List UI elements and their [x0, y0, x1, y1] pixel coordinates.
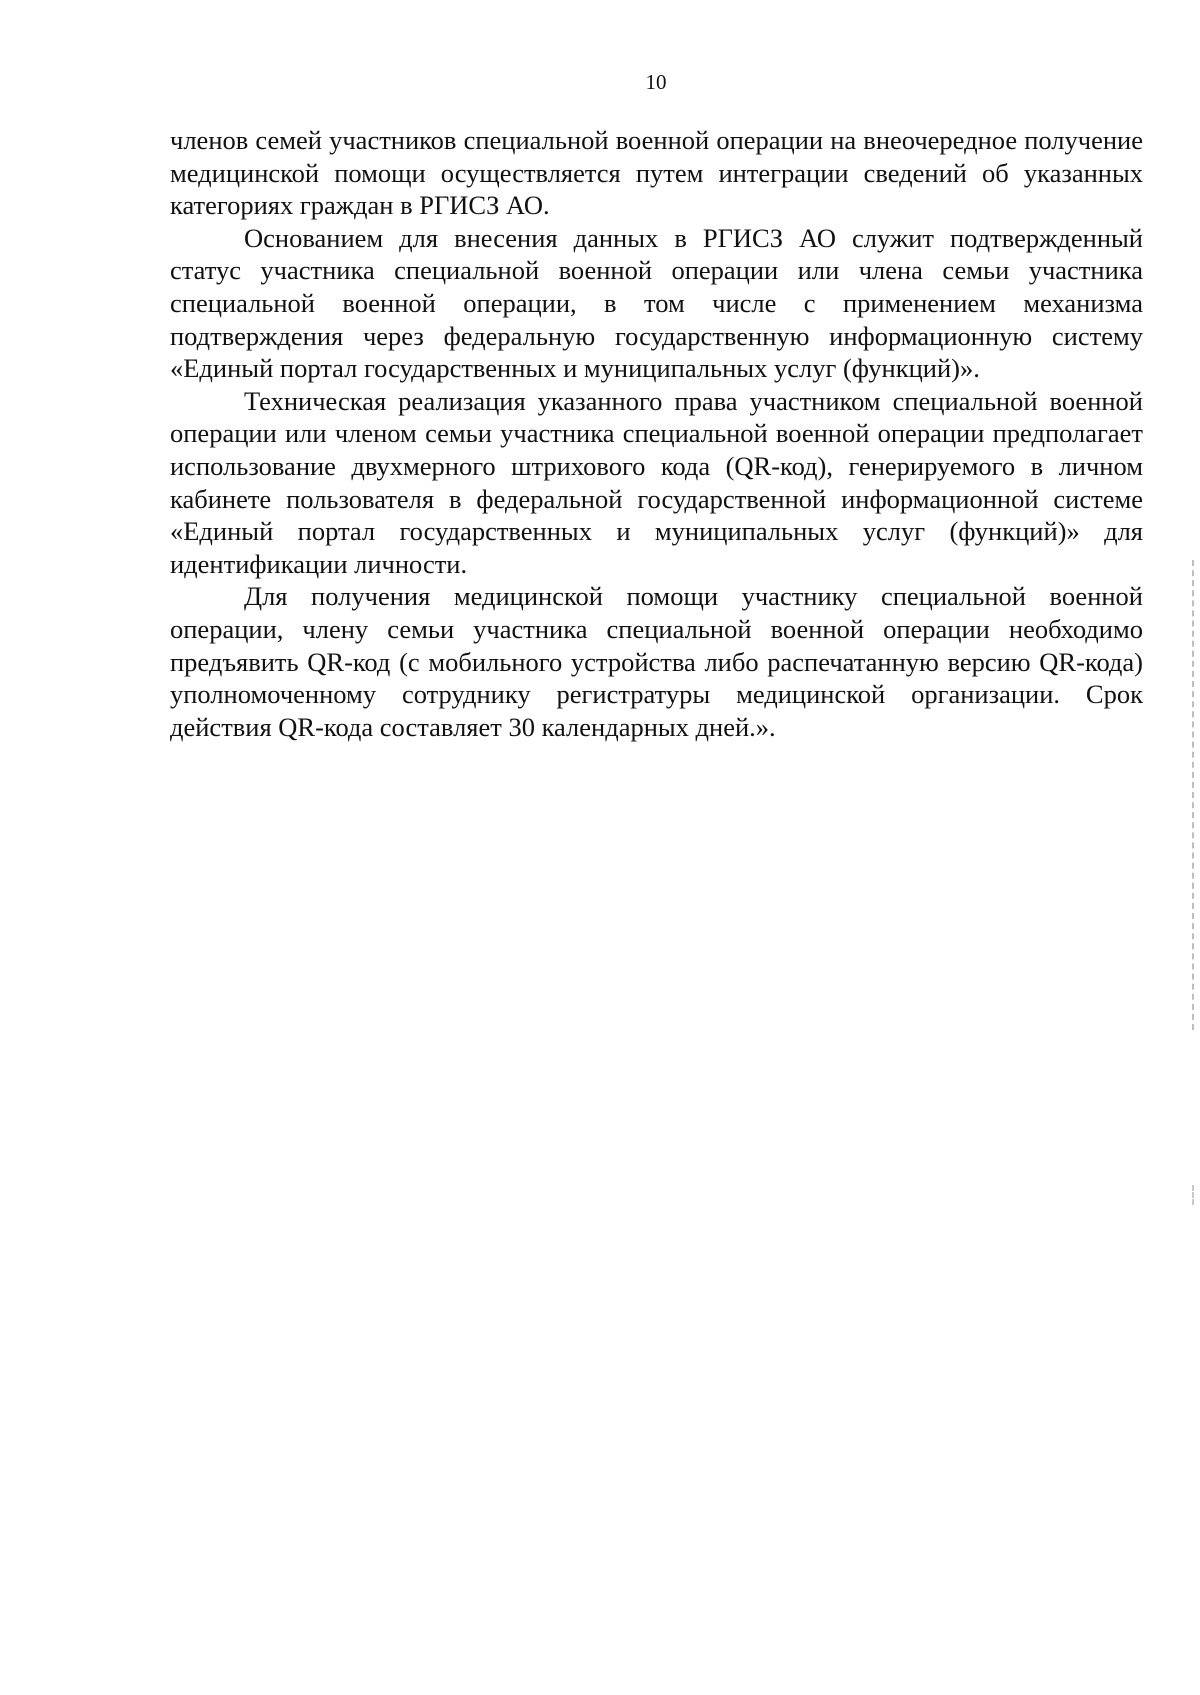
paragraph-qr-procedure: Для получения медицинской помощи участнику специальной военной операции, члену семьи участника специальной военной операции необходимо предъявить QR-код (с мобильного устройства либо распечатанную версию QR-кода) уполномоченному сотруднику регистратуры медицинской организации. Срок действия QR-кода составляет 30 календарных дней.».: [170, 581, 1143, 742]
scan-edge-artifact: [1192, 1185, 1196, 1205]
document-body: [170, 124, 1143, 743]
page-number: 10: [645, 70, 667, 94]
paragraph-data-basis: Основанием для внесения данных в РГИСЗ АО служит подтвержденный статус участника специальной военной операции или члена семьи участника специальной военной операции, в том числе с применением механизма подтверждения через федеральную государственную информационную систему «Единый портал государственных и муниципальных услуг (функций)».: [170, 222, 1143, 384]
scan-edge-artifact: [1192, 560, 1196, 1030]
paragraph-continuation: членов семей участников специальной военной операции на внеочередное получение медицинской помощи осуществляется путем интеграции сведений об указанных категориях граждан в РГИСЗ АО.: [170, 125, 1143, 221]
paragraph-technical-implementation: Техническая реализация указанного права участником специальной военной операции или членом семьи участника специальной военной операции предполагает использование двухмерного штрихового кода (QR-код), генерируемого в личном кабинете пользователя в федеральной государственной информационной системе «Единый портал государственных и муниципальных услуг (функций)» для идентификации личности.: [170, 385, 1143, 579]
